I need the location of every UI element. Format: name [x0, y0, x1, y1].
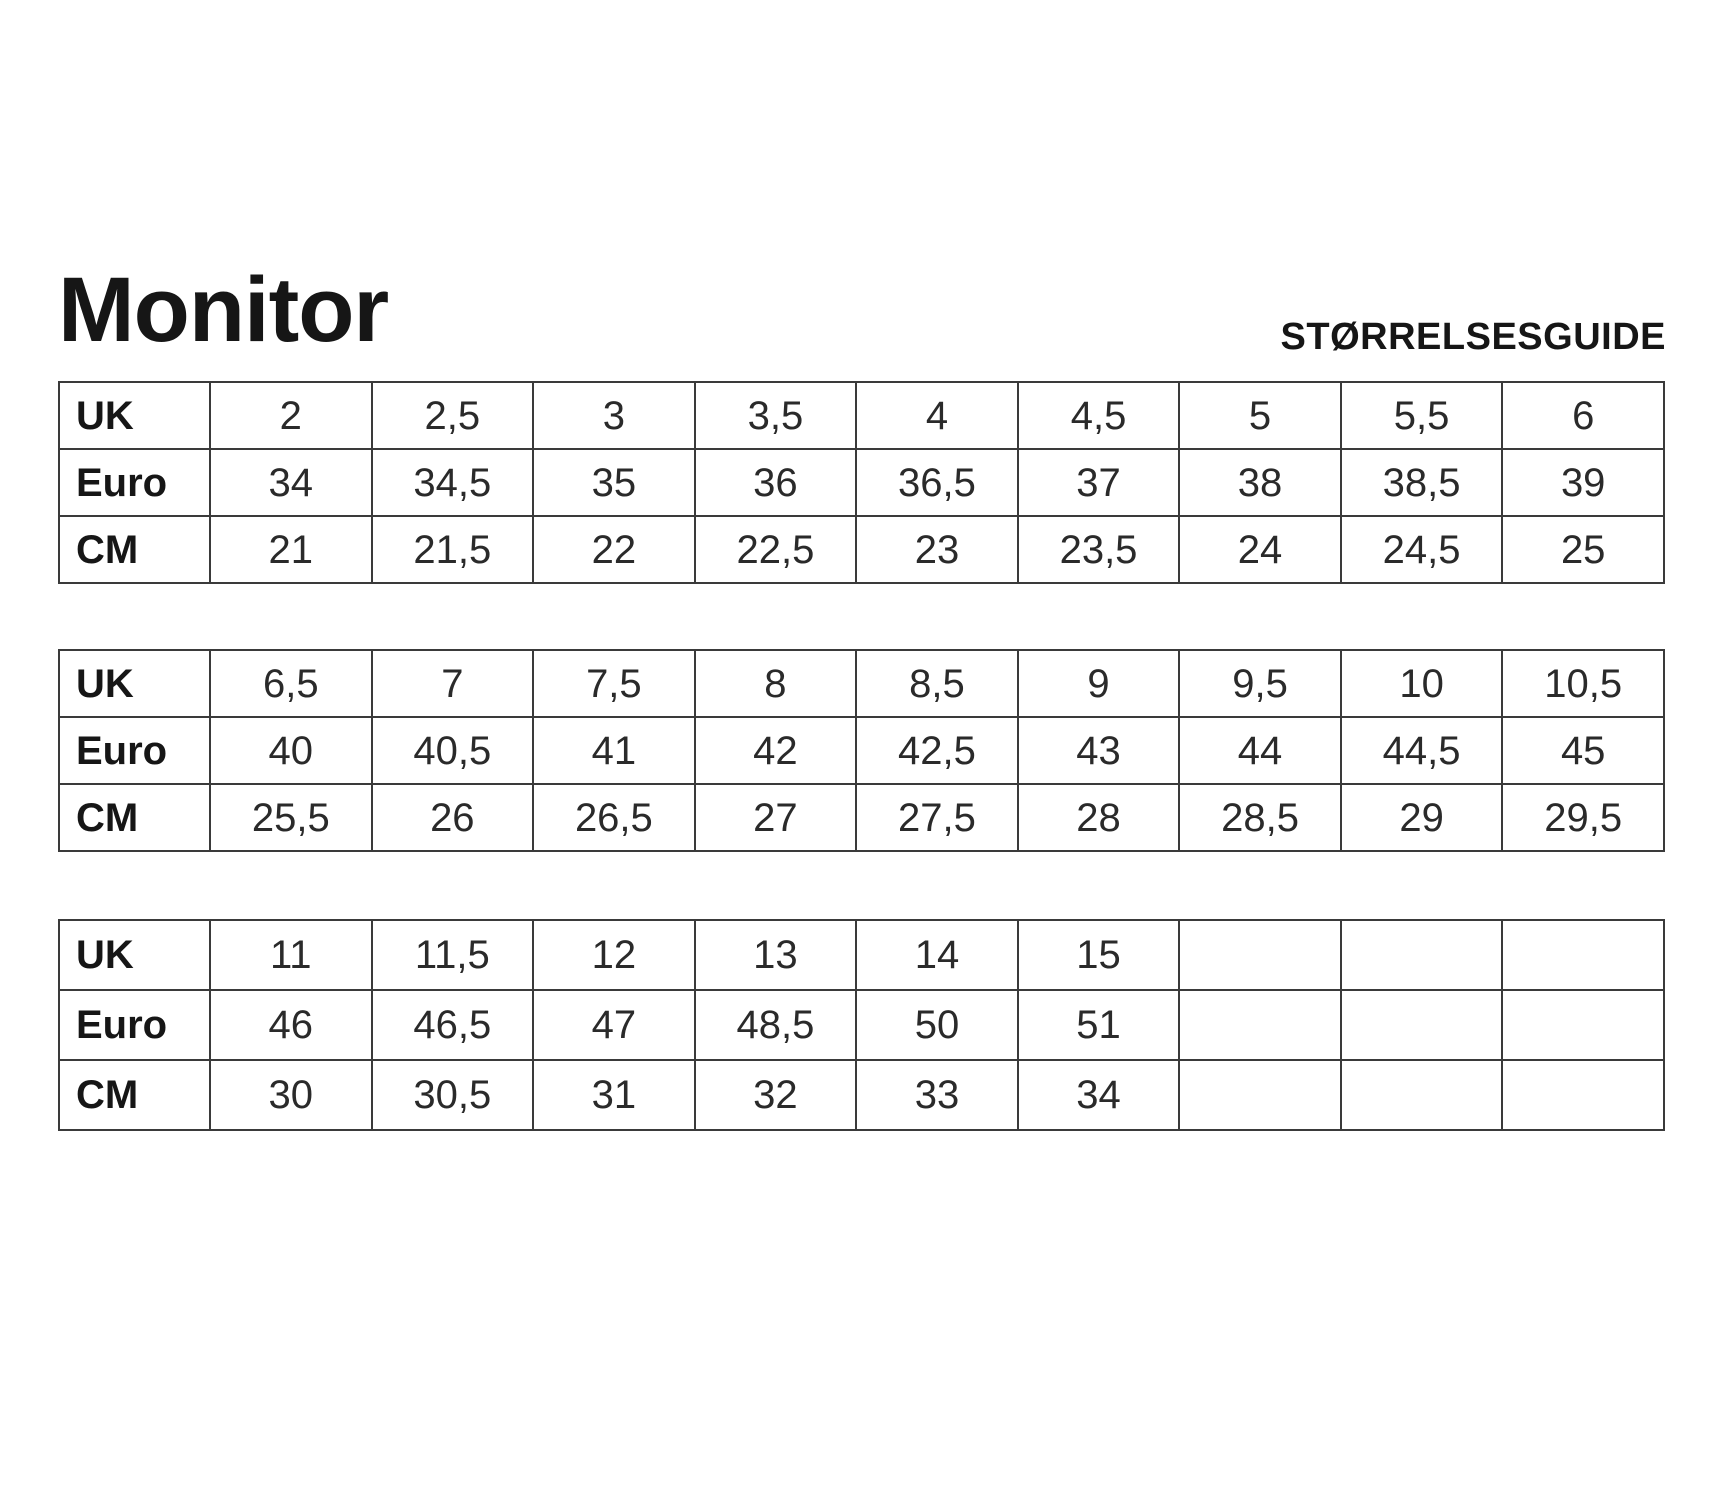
- size-cell: 36: [695, 449, 857, 516]
- size-cell: 24: [1179, 516, 1341, 583]
- size-cell: 51: [1018, 990, 1180, 1060]
- size-cell: 21: [210, 516, 372, 583]
- size-cell: 37: [1018, 449, 1180, 516]
- size-cell: 46,5: [372, 990, 534, 1060]
- size-cell: 9: [1018, 650, 1180, 717]
- table-row-cm: [59, 1060, 1664, 1130]
- row-label-euro: Euro: [59, 990, 210, 1060]
- size-cell: 23,5: [1018, 516, 1180, 583]
- size-cell: 24,5: [1341, 516, 1503, 583]
- size-cell: 26,5: [533, 784, 695, 851]
- empty-cell: [1502, 1060, 1664, 1130]
- size-cell: 40,5: [372, 717, 534, 784]
- empty-cell: [1179, 1060, 1341, 1130]
- size-cell: 26: [372, 784, 534, 851]
- size-table-3: [58, 919, 1665, 1131]
- size-cell: 14: [856, 920, 1018, 990]
- size-cell: 6,5: [210, 650, 372, 717]
- size-cell: 28,5: [1179, 784, 1341, 851]
- table-row-uk: [59, 382, 1664, 449]
- size-cell: 29: [1341, 784, 1503, 851]
- row-label-cm: CM: [59, 784, 210, 851]
- size-cell: 10: [1341, 650, 1503, 717]
- size-cell: 42,5: [856, 717, 1018, 784]
- size-cell: 32: [695, 1060, 857, 1130]
- size-cell: 40: [210, 717, 372, 784]
- size-cell: 30: [210, 1060, 372, 1130]
- empty-cell: [1179, 990, 1341, 1060]
- size-cell: 5: [1179, 382, 1341, 449]
- size-cell: 38,5: [1341, 449, 1503, 516]
- table-row-euro: [59, 717, 1664, 784]
- table-row-euro: [59, 990, 1664, 1060]
- size-cell: 28: [1018, 784, 1180, 851]
- size-cell: 25: [1502, 516, 1664, 583]
- size-cell: 44: [1179, 717, 1341, 784]
- row-label-uk: UK: [59, 382, 210, 449]
- size-cell: 9,5: [1179, 650, 1341, 717]
- size-cell: 39: [1502, 449, 1664, 516]
- row-label-euro: Euro: [59, 449, 210, 516]
- empty-cell: [1502, 920, 1664, 990]
- row-label-uk: UK: [59, 650, 210, 717]
- size-cell: 11: [210, 920, 372, 990]
- size-cell: 36,5: [856, 449, 1018, 516]
- size-cell: 11,5: [372, 920, 534, 990]
- size-cell: 13: [695, 920, 857, 990]
- table-row-cm: [59, 784, 1664, 851]
- size-cell: 8,5: [856, 650, 1018, 717]
- size-cell: 48,5: [695, 990, 857, 1060]
- table-row-cm: [59, 516, 1664, 583]
- empty-cell: [1502, 990, 1664, 1060]
- size-cell: 2: [210, 382, 372, 449]
- size-cell: 3: [533, 382, 695, 449]
- size-cell: 8: [695, 650, 857, 717]
- size-cell: 4: [856, 382, 1018, 449]
- empty-cell: [1341, 920, 1503, 990]
- size-cell: 44,5: [1341, 717, 1503, 784]
- row-label-cm: CM: [59, 1060, 210, 1130]
- size-cell: 33: [856, 1060, 1018, 1130]
- empty-cell: [1341, 990, 1503, 1060]
- size-cell: 47: [533, 990, 695, 1060]
- size-cell: 34: [1018, 1060, 1180, 1130]
- size-cell: 38: [1179, 449, 1341, 516]
- size-cell: 31: [533, 1060, 695, 1130]
- row-label-cm: CM: [59, 516, 210, 583]
- size-cell: 46: [210, 990, 372, 1060]
- size-cell: 34: [210, 449, 372, 516]
- size-cell: 12: [533, 920, 695, 990]
- empty-cell: [1341, 1060, 1503, 1130]
- size-table-1: [58, 381, 1665, 584]
- size-table-2: [58, 649, 1665, 852]
- size-guide-heading: STØRRELSESGUIDE: [1280, 316, 1666, 358]
- size-cell: 45: [1502, 717, 1664, 784]
- size-cell: 21,5: [372, 516, 534, 583]
- size-cell: 22,5: [695, 516, 857, 583]
- table-row-euro: [59, 449, 1664, 516]
- size-cell: 41: [533, 717, 695, 784]
- table-row-uk: [59, 650, 1664, 717]
- size-cell: 30,5: [372, 1060, 534, 1130]
- size-cell: 7: [372, 650, 534, 717]
- size-cell: 27,5: [856, 784, 1018, 851]
- size-cell: 2,5: [372, 382, 534, 449]
- table-row-uk: [59, 920, 1664, 990]
- row-label-euro: Euro: [59, 717, 210, 784]
- size-cell: 5,5: [1341, 382, 1503, 449]
- size-cell: 22: [533, 516, 695, 583]
- size-cell: 50: [856, 990, 1018, 1060]
- empty-cell: [1179, 920, 1341, 990]
- row-label-uk: UK: [59, 920, 210, 990]
- size-cell: 25,5: [210, 784, 372, 851]
- size-cell: 34,5: [372, 449, 534, 516]
- size-cell: 35: [533, 449, 695, 516]
- size-cell: 29,5: [1502, 784, 1664, 851]
- size-cell: 6: [1502, 382, 1664, 449]
- size-cell: 27: [695, 784, 857, 851]
- size-cell: 23: [856, 516, 1018, 583]
- page-title: Monitor: [58, 259, 389, 361]
- size-cell: 4,5: [1018, 382, 1180, 449]
- size-cell: 42: [695, 717, 857, 784]
- size-cell: 15: [1018, 920, 1180, 990]
- size-cell: 10,5: [1502, 650, 1664, 717]
- size-cell: 3,5: [695, 382, 857, 449]
- size-cell: 7,5: [533, 650, 695, 717]
- size-cell: 43: [1018, 717, 1180, 784]
